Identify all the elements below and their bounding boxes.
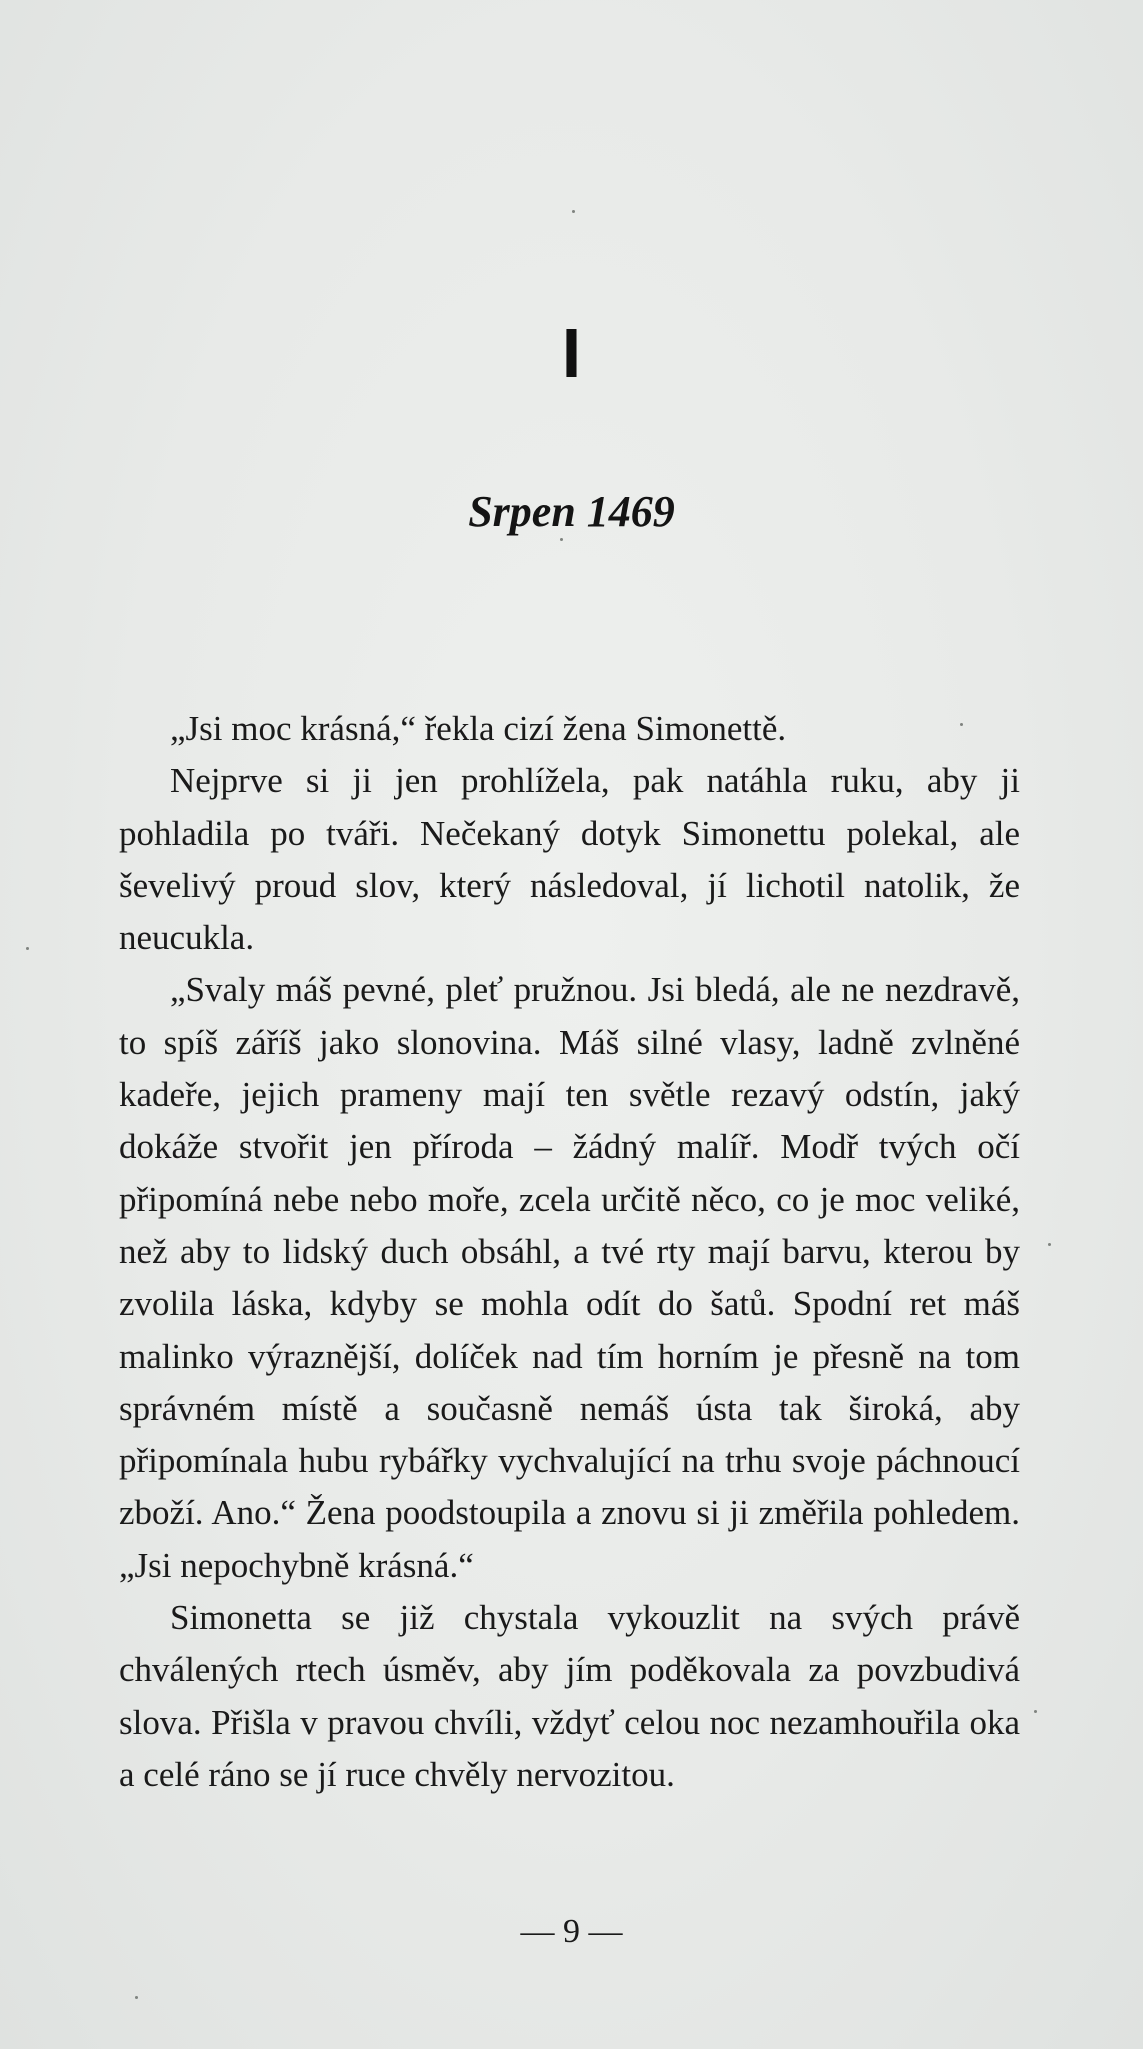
chapter-number: I — [561, 314, 582, 392]
paper-speck — [1048, 1243, 1051, 1246]
chapter-body-text — [119, 703, 1020, 1801]
paper-speck — [572, 210, 575, 213]
paper-speck — [26, 947, 29, 950]
paragraph: „Svaly máš pevné, pleť pružnou. Jsi bledá, ale ne nezdravě, to spíš záříš jako slonovina. Máš silné vlasy, ladně zvlněné kadeře, jejich prameny mají ten světle rezavý odstín, jaký dokáže stvořit jen příroda – žádný malíř. Modř tvých očí připomíná nebe nebo moře, zcela určitě něco, co je moc veliké, než aby to lidský duch obsáhl, a tvé rty mají barvu, kterou by zvolila láska, kdyby se mohla odít do šatů. Spodní ret máš malinko výraznější, dolíček nad tím horním je přesně na tom správném místě a současně nemáš ústa tak široká, aby připomínala hubu rybářky vychvalující na trhu svoje páchnoucí zboží. Ano.“ Žena poodstoupila a znovu si ji změřila pohledem. „Jsi nepochybně krásná.“ — [119, 970, 1020, 1585]
paper-speck — [1034, 1710, 1037, 1713]
chapter-title: Srpen 1469 — [468, 487, 675, 536]
paper-speck — [135, 1996, 138, 1999]
paragraph: „Jsi moc krásná,“ řekla cizí žena Simonettě. — [170, 709, 787, 748]
paragraph: Simonetta se již chystala vykouzlit na svých právě chválených rtech úsměv, aby jím poděkovala za povzbudivá slova. Přišla v pravou chvíli, vždyť celou noc nezamhouřila oka a celé ráno se jí ruce chvěly nervozitou. — [119, 1598, 1020, 1794]
paragraph: Nejprve si ji jen prohlížela, pak natáhla ruku, aby ji pohladila po tváři. Nečekaný dotyk Simonettu polekal, ale ševelivý proud slov, který následoval, jí lichotil natolik, že neucukla. — [119, 761, 1020, 958]
paper-speck — [560, 538, 563, 541]
page-number: — 9 — — [520, 1913, 623, 1950]
